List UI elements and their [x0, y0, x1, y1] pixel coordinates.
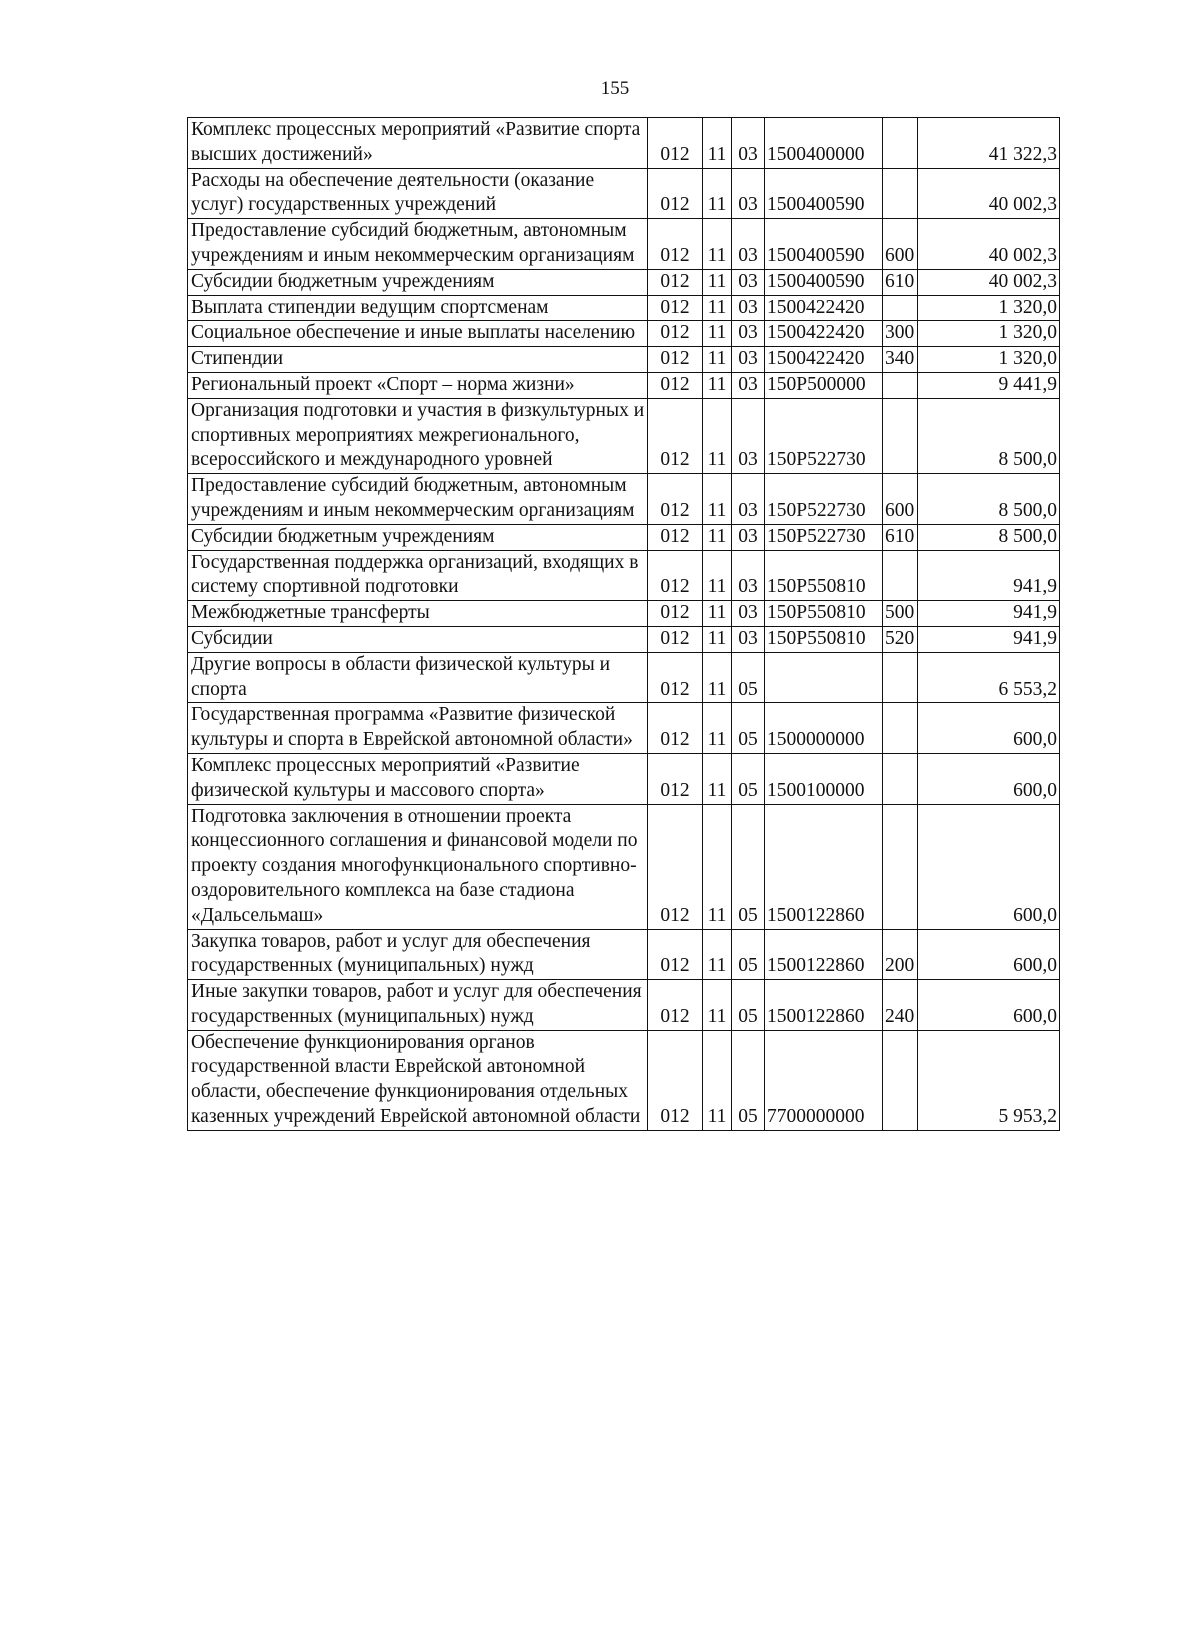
row-name: Межбюджетные трансферты	[188, 601, 648, 627]
row-target-article-code: 1500422420	[765, 295, 883, 321]
row-amount: 8 500,0	[918, 524, 1060, 550]
row-subsection-code: 05	[732, 804, 765, 929]
row-target-article-code: 1500122860	[765, 804, 883, 929]
row-subsection-code: 03	[732, 626, 765, 652]
row-section-code: 11	[703, 347, 732, 373]
row-name: Другие вопросы в области физической культуры и спорта	[188, 652, 648, 703]
row-section-code: 11	[703, 753, 732, 804]
row-target-article-code	[765, 652, 883, 703]
table-row	[188, 474, 1060, 525]
row-amount: 8 500,0	[918, 474, 1060, 525]
row-name: Комплекс процессных мероприятий «Развитие физической культуры и массового спорта»	[188, 753, 648, 804]
row-target-article-code: 150P522730	[765, 474, 883, 525]
page-number: 155	[600, 78, 630, 99]
row-section-code: 11	[703, 474, 732, 525]
row-target-article-code: 150P522730	[765, 398, 883, 473]
row-ved-code: 012	[648, 524, 703, 550]
row-amount: 8 500,0	[918, 398, 1060, 473]
row-section-code: 11	[703, 1030, 732, 1130]
row-subsection-code: 05	[732, 929, 765, 980]
row-subsection-code: 03	[732, 474, 765, 525]
table-row	[188, 980, 1060, 1031]
table-row	[188, 652, 1060, 703]
row-ved-code: 012	[648, 753, 703, 804]
row-subsection-code: 05	[732, 703, 765, 754]
row-ved-code: 012	[648, 347, 703, 373]
row-ved-code: 012	[648, 295, 703, 321]
row-section-code: 11	[703, 372, 732, 398]
row-subsection-code: 03	[732, 219, 765, 270]
table-row	[188, 753, 1060, 804]
table-row	[188, 219, 1060, 270]
row-expense-type-code: 300	[883, 321, 918, 347]
row-expense-type-code: 340	[883, 347, 918, 373]
row-name: Выплата стипендии ведущим спортсменам	[188, 295, 648, 321]
row-ved-code: 012	[648, 118, 703, 169]
row-name: Иные закупки товаров, работ и услуг для обеспечения государственных (муниципальных) нужд	[188, 980, 648, 1031]
row-expense-type-code	[883, 652, 918, 703]
row-expense-type-code	[883, 753, 918, 804]
row-target-article-code: 1500122860	[765, 980, 883, 1031]
row-target-article-code: 150P550810	[765, 601, 883, 627]
row-expense-type-code	[883, 804, 918, 929]
row-section-code: 11	[703, 980, 732, 1031]
table-row	[188, 804, 1060, 929]
row-name: Закупка товаров, работ и услуг для обеспечения государственных (муниципальных) нужд	[188, 929, 648, 980]
row-section-code: 11	[703, 321, 732, 347]
row-ved-code: 012	[648, 804, 703, 929]
row-amount: 600,0	[918, 804, 1060, 929]
row-name: Обеспечение функционирования органов государственной власти Еврейской автономной области, обеспечение функционирования отдельных казенных учреждений Еврейской автономной области	[188, 1030, 648, 1130]
row-subsection-code: 03	[732, 524, 765, 550]
row-section-code: 11	[703, 524, 732, 550]
row-expense-type-code	[883, 295, 918, 321]
row-ved-code: 012	[648, 550, 703, 601]
row-amount: 600,0	[918, 980, 1060, 1031]
row-section-code: 11	[703, 118, 732, 169]
row-ved-code: 012	[648, 626, 703, 652]
row-target-article-code: 1500400000	[765, 118, 883, 169]
row-name: Субсидии бюджетным учреждениям	[188, 269, 648, 295]
row-target-article-code: 7700000000	[765, 1030, 883, 1130]
row-expense-type-code: 610	[883, 269, 918, 295]
row-ved-code: 012	[648, 980, 703, 1031]
row-name: Государственная программа «Развитие физической культуры и спорта в Еврейской автономной области»	[188, 703, 648, 754]
table-row	[188, 168, 1060, 219]
row-expense-type-code: 520	[883, 626, 918, 652]
row-ved-code: 012	[648, 474, 703, 525]
row-expense-type-code	[883, 372, 918, 398]
row-amount: 600,0	[918, 753, 1060, 804]
row-target-article-code: 1500422420	[765, 321, 883, 347]
row-expense-type-code	[883, 168, 918, 219]
row-section-code: 11	[703, 269, 732, 295]
row-expense-type-code	[883, 703, 918, 754]
row-amount: 41 322,3	[918, 118, 1060, 169]
row-section-code: 11	[703, 550, 732, 601]
budget-table-body	[188, 118, 1060, 1131]
row-ved-code: 012	[648, 703, 703, 754]
row-amount: 6 553,2	[918, 652, 1060, 703]
table-row	[188, 347, 1060, 373]
row-expense-type-code	[883, 118, 918, 169]
row-ved-code: 012	[648, 168, 703, 219]
row-section-code: 11	[703, 626, 732, 652]
row-section-code: 11	[703, 398, 732, 473]
row-subsection-code: 03	[732, 372, 765, 398]
row-subsection-code: 03	[732, 601, 765, 627]
table-row	[188, 550, 1060, 601]
row-target-article-code: 1500422420	[765, 347, 883, 373]
row-name: Региональный проект «Спорт – норма жизни»	[188, 372, 648, 398]
table-row	[188, 601, 1060, 627]
row-ved-code: 012	[648, 372, 703, 398]
row-name: Предоставление субсидий бюджетным, автономным учреждениям и иным некоммерческим организациям	[188, 474, 648, 525]
row-amount: 9 441,9	[918, 372, 1060, 398]
row-ved-code: 012	[648, 398, 703, 473]
table-row	[188, 524, 1060, 550]
table-row	[188, 118, 1060, 169]
row-name: Комплекс процессных мероприятий «Развитие спорта высших достижений»	[188, 118, 648, 169]
row-target-article-code: 1500400590	[765, 168, 883, 219]
row-amount: 1 320,0	[918, 321, 1060, 347]
row-name: Подготовка заключения в отношении проекта концессионного соглашения и финансовой модели по проекту создания многофункционального спортивно-оздоровительного комплекса на базе стадиона «Дальсельмаш»	[188, 804, 648, 929]
row-target-article-code: 1500400590	[765, 269, 883, 295]
row-expense-type-code: 600	[883, 219, 918, 270]
row-name: Предоставление субсидий бюджетным, автономным учреждениям и иным некоммерческим организациям	[188, 219, 648, 270]
row-amount: 941,9	[918, 626, 1060, 652]
table-row	[188, 929, 1060, 980]
row-amount: 941,9	[918, 601, 1060, 627]
row-section-code: 11	[703, 219, 732, 270]
row-section-code: 11	[703, 703, 732, 754]
row-section-code: 11	[703, 601, 732, 627]
row-subsection-code: 03	[732, 398, 765, 473]
row-subsection-code: 05	[732, 753, 765, 804]
row-expense-type-code	[883, 398, 918, 473]
row-subsection-code: 03	[732, 269, 765, 295]
row-ved-code: 012	[648, 929, 703, 980]
row-amount: 40 002,3	[918, 269, 1060, 295]
row-section-code: 11	[703, 295, 732, 321]
row-ved-code: 012	[648, 601, 703, 627]
row-target-article-code: 150P550810	[765, 550, 883, 601]
row-name: Социальное обеспечение и иные выплаты населению	[188, 321, 648, 347]
row-name: Субсидии	[188, 626, 648, 652]
row-expense-type-code: 240	[883, 980, 918, 1031]
row-ved-code: 012	[648, 321, 703, 347]
row-target-article-code: 150P522730	[765, 524, 883, 550]
row-amount: 40 002,3	[918, 219, 1060, 270]
row-section-code: 11	[703, 652, 732, 703]
row-target-article-code: 150P550810	[765, 626, 883, 652]
table-row	[188, 398, 1060, 473]
row-name: Стипендии	[188, 347, 648, 373]
row-amount: 600,0	[918, 703, 1060, 754]
row-amount: 40 002,3	[918, 168, 1060, 219]
row-section-code: 11	[703, 804, 732, 929]
row-expense-type-code: 610	[883, 524, 918, 550]
row-subsection-code: 03	[732, 347, 765, 373]
row-name: Организация подготовки и участия в физкультурных и спортивных мероприятиях межрегионального, всероссийского и международного уровней	[188, 398, 648, 473]
table-row	[188, 626, 1060, 652]
row-amount: 1 320,0	[918, 347, 1060, 373]
row-name: Субсидии бюджетным учреждениям	[188, 524, 648, 550]
row-amount: 5 953,2	[918, 1030, 1060, 1130]
table-row	[188, 1030, 1060, 1130]
budget-table	[187, 117, 1060, 1131]
row-target-article-code: 1500000000	[765, 703, 883, 754]
row-expense-type-code: 200	[883, 929, 918, 980]
row-amount: 1 320,0	[918, 295, 1060, 321]
row-subsection-code: 03	[732, 118, 765, 169]
row-amount: 600,0	[918, 929, 1060, 980]
table-row	[188, 269, 1060, 295]
row-target-article-code: 150P500000	[765, 372, 883, 398]
row-subsection-code: 05	[732, 1030, 765, 1130]
row-subsection-code: 03	[732, 295, 765, 321]
row-expense-type-code	[883, 550, 918, 601]
row-target-article-code: 1500100000	[765, 753, 883, 804]
row-section-code: 11	[703, 929, 732, 980]
row-ved-code: 012	[648, 269, 703, 295]
row-ved-code: 012	[648, 219, 703, 270]
table-row	[188, 295, 1060, 321]
row-subsection-code: 03	[732, 550, 765, 601]
row-subsection-code: 03	[732, 168, 765, 219]
row-ved-code: 012	[648, 652, 703, 703]
row-amount: 941,9	[918, 550, 1060, 601]
row-name: Государственная поддержка организаций, входящих в систему спортивной подготовки	[188, 550, 648, 601]
row-target-article-code: 1500400590	[765, 219, 883, 270]
table-row	[188, 321, 1060, 347]
row-name: Расходы на обеспечение деятельности (оказание услуг) государственных учреждений	[188, 168, 648, 219]
row-expense-type-code	[883, 1030, 918, 1130]
row-section-code: 11	[703, 168, 732, 219]
row-subsection-code: 03	[732, 321, 765, 347]
table-row	[188, 703, 1060, 754]
row-subsection-code: 05	[732, 652, 765, 703]
row-ved-code: 012	[648, 1030, 703, 1130]
row-subsection-code: 05	[732, 980, 765, 1031]
row-target-article-code: 1500122860	[765, 929, 883, 980]
table-row	[188, 372, 1060, 398]
row-expense-type-code: 500	[883, 601, 918, 627]
row-expense-type-code: 600	[883, 474, 918, 525]
